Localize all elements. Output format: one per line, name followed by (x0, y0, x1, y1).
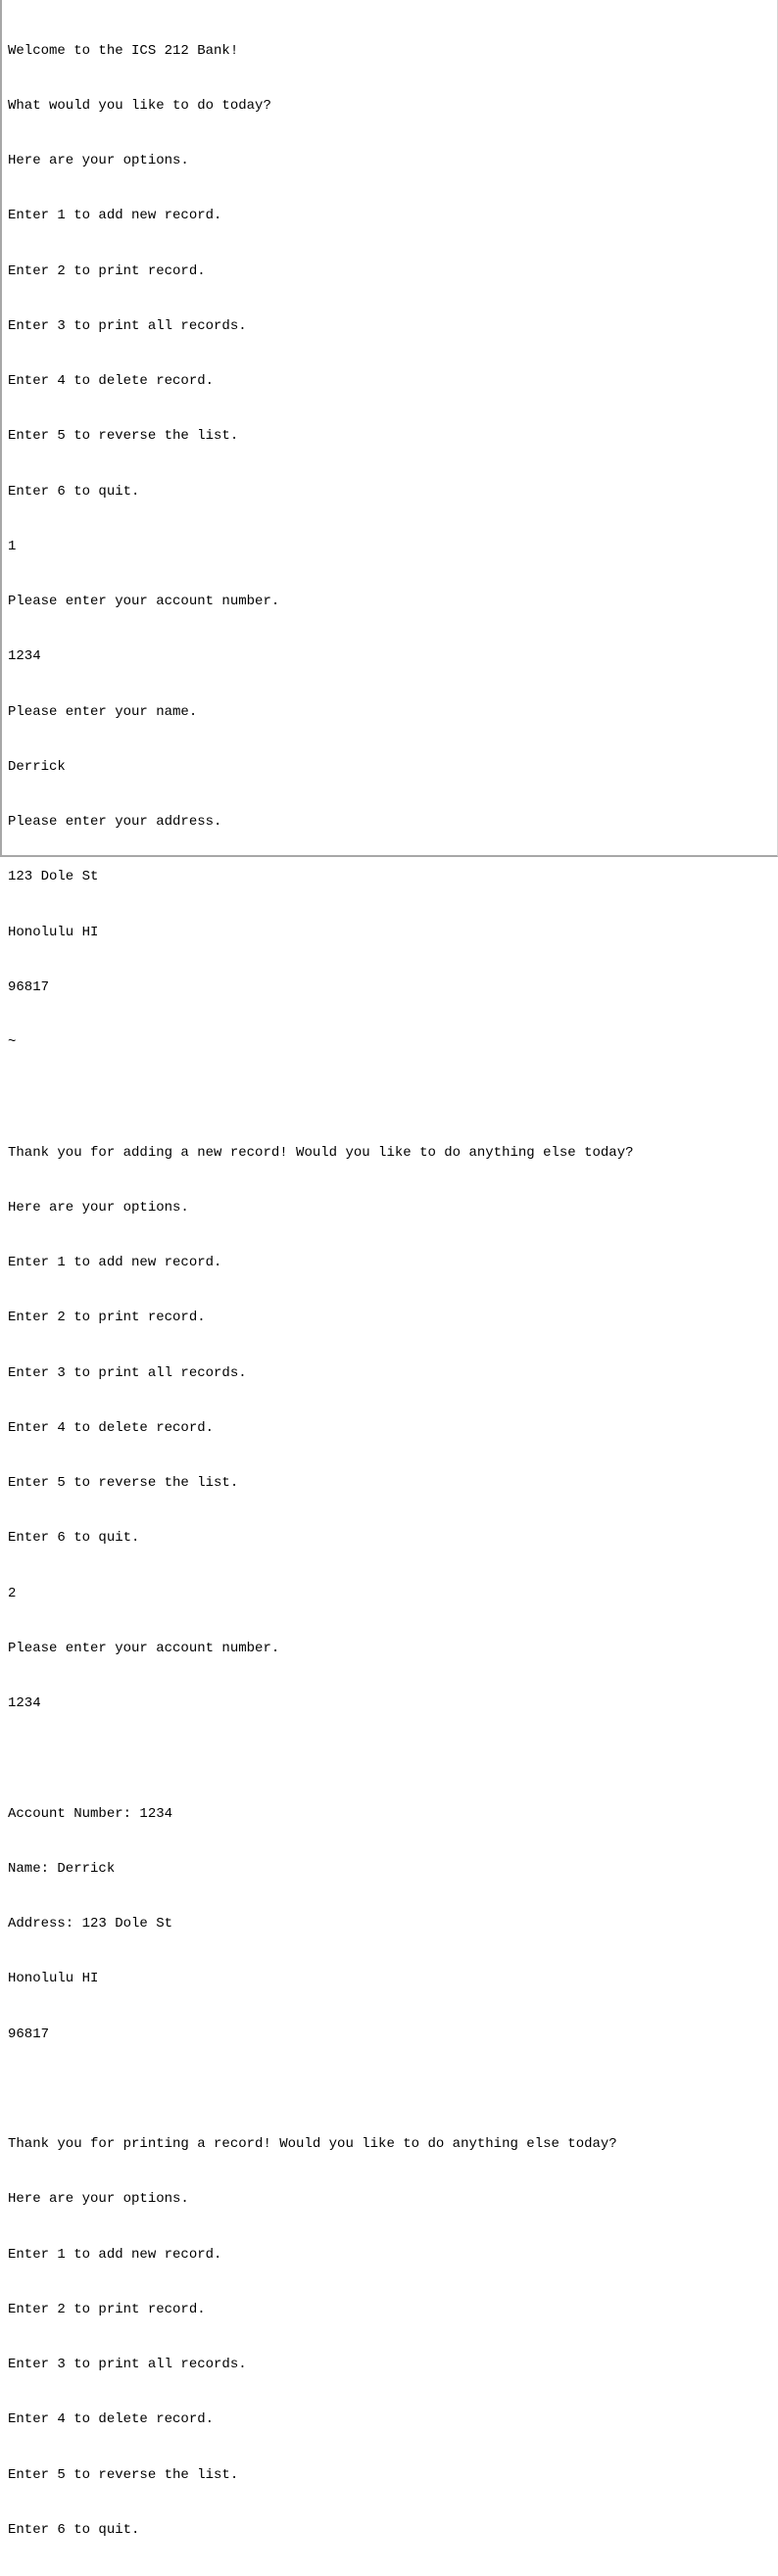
terminal-line: Name: Derrick (8, 1860, 116, 1877)
terminal-line: Enter 6 to quit. (8, 2521, 140, 2538)
terminal-line: Enter 1 to add new record. (8, 1255, 222, 1270)
terminal-line: Here are your options. (8, 2191, 189, 2208)
terminal-line: 1234 (8, 648, 41, 665)
terminal-line: Enter 2 to print record. (8, 262, 206, 279)
terminal-line: What would you like to do today? (8, 97, 271, 114)
terminal-line: 96817 (8, 2026, 50, 2042)
terminal-line: Enter 6 to quit. (8, 1530, 140, 1547)
terminal-line: Account Number: 1234 (8, 1805, 173, 1822)
terminal-line: Address: 123 Dole St (8, 1916, 173, 1932)
terminal-line: Please enter your address. (8, 814, 222, 830)
terminal-line (8, 1749, 777, 1768)
terminal-line: Enter 3 to print all records. (8, 317, 247, 334)
terminal-line: Here are your options. (8, 1199, 189, 1216)
terminal-line: Honolulu HI (8, 1971, 99, 1987)
terminal-line: 1234 (8, 1695, 41, 1711)
terminal-line: ~ (8, 1034, 17, 1050)
terminal-line (8, 1088, 777, 1107)
terminal-line: 123 Dole St (8, 869, 99, 885)
terminal-line: 1 (8, 538, 17, 554)
terminal-line: 2 (8, 1585, 17, 1601)
terminal-line: Enter 3 to print all records. (8, 2357, 247, 2372)
terminal-line: Welcome to the ICS 212 Bank! (8, 42, 239, 59)
terminal-line: Enter 4 to delete record. (8, 373, 215, 389)
terminal-line: Honolulu HI (8, 924, 99, 940)
terminal-line: Enter 1 to add new record. (8, 2246, 222, 2263)
terminal-output (8, 5, 777, 2576)
terminal-line: Enter 5 to reverse the list. (8, 428, 239, 445)
terminal-line: Thank you for printing a record! Would you like to do anything else today? (8, 2136, 617, 2152)
terminal-line: Enter 2 to print record. (8, 1310, 206, 1326)
terminal-line: Enter 4 to delete record. (8, 2411, 215, 2428)
terminal-line: Thank you for adding a new record! Would you like to do anything else today? (8, 1144, 634, 1161)
terminal-line: Enter 2 to print record. (8, 2301, 206, 2317)
terminal-line: Here are your options. (8, 153, 189, 168)
terminal-line: Please enter your account number. (8, 594, 280, 609)
terminal-line: Derrick (8, 758, 66, 775)
terminal-line: Enter 5 to reverse the list. (8, 2466, 239, 2483)
terminal-line (8, 2080, 777, 2099)
terminal-line: Enter 5 to reverse the list. (8, 1475, 239, 1491)
terminal-line: Please enter your account number. (8, 1640, 280, 1656)
terminal-line: Enter 3 to print all records. (8, 1364, 247, 1381)
terminal-line: 96817 (8, 978, 50, 995)
terminal-line: Please enter your name. (8, 703, 198, 720)
terminal-line: Enter 6 to quit. (8, 483, 140, 500)
terminal-line: Enter 4 to delete record. (8, 1419, 215, 1436)
terminal-line: Enter 1 to add new record. (8, 208, 222, 224)
